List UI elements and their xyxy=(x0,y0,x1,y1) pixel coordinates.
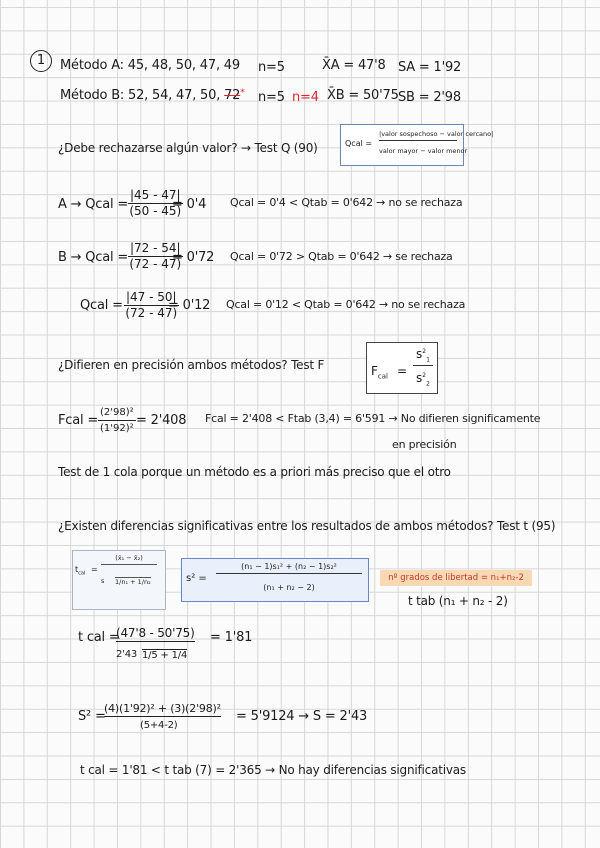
method-b-values-text: Método B: 52, 54, 47, 50, xyxy=(60,88,225,103)
f-formula-num-sup: 2 xyxy=(422,348,427,355)
q-a-den: (50 - 45) xyxy=(129,204,182,218)
method-b-sd: SB = 2'98 xyxy=(398,90,461,105)
method-b-values xyxy=(60,88,245,103)
t-test-question: ¿Existen diferencias significativas entre los resultados de ambos métodos? Test t (95) xyxy=(58,519,556,533)
t-test-conclusion: t cal = 1'81 < t tab (7) = 2'365 → No hay diferencias significativas xyxy=(80,763,466,777)
f-formula-box xyxy=(366,342,438,394)
f-formula-lhs xyxy=(371,364,388,380)
f-formula-num-s: s xyxy=(416,347,423,361)
s2-calc-num: (4)(1'92)² + (3)(2'98)² xyxy=(104,702,221,715)
f-formula-den-sub: 2 xyxy=(426,380,430,388)
q-b-den: (72 - 47) xyxy=(129,257,182,271)
s2-formula-box xyxy=(181,558,369,602)
q-a-num: |45 - 47| xyxy=(130,188,181,202)
problem-number: 1 xyxy=(30,50,52,72)
f-formula-f-sub: cal xyxy=(377,372,388,381)
f-calc-prefix: Fcal = xyxy=(58,413,99,428)
s2-calc-result: = 5'9124 → S = 2'43 xyxy=(236,709,368,724)
q-a-prefix: A → Qcal = xyxy=(58,197,129,212)
q-c-conclusion: Qcal = 0'12 < Qtab = 0'642 → no se rechaza xyxy=(226,298,466,311)
f-formula-f: F xyxy=(371,364,378,378)
f-calc-den: (1'92)² xyxy=(100,423,134,434)
f-formula-den-sup: 2 xyxy=(422,372,427,379)
q-c-result: = 0'12 xyxy=(168,298,211,313)
f-formula-num xyxy=(413,347,433,366)
method-a-n: n=5 xyxy=(258,60,285,75)
t-formula-eq: = xyxy=(91,565,98,574)
method-b-outlier: 72 xyxy=(224,88,241,103)
method-a-values: Método A: 45, 48, 50, 47, 49 xyxy=(60,58,240,73)
degrees-of-freedom-note: nº grados de libertad = n₁+n₂-2 xyxy=(380,570,532,586)
t-calc-prefix: t cal = xyxy=(78,630,120,645)
q-a-conclusion: Qcal = 0'4 < Qtab = 0'642 → no se rechaza xyxy=(230,196,463,209)
t-calc-result: = 1'81 xyxy=(210,630,253,645)
q-c-num: |47 - 50| xyxy=(126,290,177,304)
f-calc-result: = 2'408 xyxy=(136,413,187,428)
method-b-mean: X̄B = 50'75 xyxy=(327,88,399,103)
method-b-n: n=5 xyxy=(258,90,285,105)
t-calc-den-s: 2'43 xyxy=(116,649,138,660)
q-b-num: |72 - 54| xyxy=(130,241,181,255)
t-calc-den-root: 1/5 + 1/4 xyxy=(142,650,188,661)
t-formula-t: t xyxy=(75,565,79,574)
q-b-conclusion: Qcal = 0'72 > Qtab = 0'642 → se rechaza xyxy=(230,250,453,263)
f-conclusion-1: Fcal = 2'408 < Ftab (3,4) = 6'591 → No difieren significamente xyxy=(205,412,541,425)
q-c-den: (72 - 47) xyxy=(125,306,178,320)
t-formula-num: (x̄₁ − x̄₂) xyxy=(101,554,157,565)
t-formula-den-s: s xyxy=(101,577,105,585)
f-formula-eq: = xyxy=(397,364,408,378)
q-test-question: ¿Debe rechazarse algún valor? → Test Q (90) xyxy=(58,141,318,155)
f-formula-num-sub: 1 xyxy=(426,356,430,364)
f-one-tail-note: Test de 1 cola porque un método es a priori más preciso que el otro xyxy=(58,465,451,479)
f-formula-den xyxy=(413,371,433,387)
q-a-result: = 0'4 xyxy=(172,197,207,212)
t-formula-lhs xyxy=(75,565,85,577)
q-b-result: = 0'72 xyxy=(172,250,215,265)
s2-formula-lhs: s² = xyxy=(186,573,207,584)
q-b-prefix: B → Qcal = xyxy=(58,250,129,265)
q-formula-lhs: Qcal = xyxy=(345,139,373,148)
t-formula-sub: cal xyxy=(78,570,86,577)
t-calc-num: (47'8 - 50'75) xyxy=(116,626,195,640)
s2-calc-prefix: S² = xyxy=(78,709,106,724)
s2-calc-den: (5+4-2) xyxy=(140,720,178,731)
t-formula-box xyxy=(72,550,166,610)
f-test-question: ¿Difieren en precisión ambos métodos? Test F xyxy=(58,358,325,372)
q-formula-num: |valor sospechoso − valor cercano| xyxy=(379,130,457,141)
t-formula-den-root: 1/n₁ + 1/n₂ xyxy=(115,578,151,586)
t-tab-note: t tab (n₁ + n₂ - 2) xyxy=(408,594,508,608)
q-formula-den: valor mayor − valor menor xyxy=(379,147,468,155)
f-calc-num: (2'98)² xyxy=(98,405,136,421)
f-conclusion-2: en precisión xyxy=(392,438,457,451)
f-formula-den-s: s xyxy=(416,371,423,385)
q-c-prefix: Qcal = xyxy=(80,298,123,313)
method-a-sd: SA = 1'92 xyxy=(398,60,462,75)
s2-formula-den: (n₁ + n₂ − 2) xyxy=(263,583,315,592)
method-b-n-corrected: n=4 xyxy=(292,90,319,105)
f-calc-fraction xyxy=(98,405,136,436)
method-a-mean: X̄A = 47'8 xyxy=(322,58,386,73)
q-formula-box xyxy=(340,124,494,166)
s2-formula-num: (n₁ − 1)s₁² + (n₂ − 1)s₂² xyxy=(216,562,362,574)
outlier-mark: * xyxy=(240,88,245,98)
